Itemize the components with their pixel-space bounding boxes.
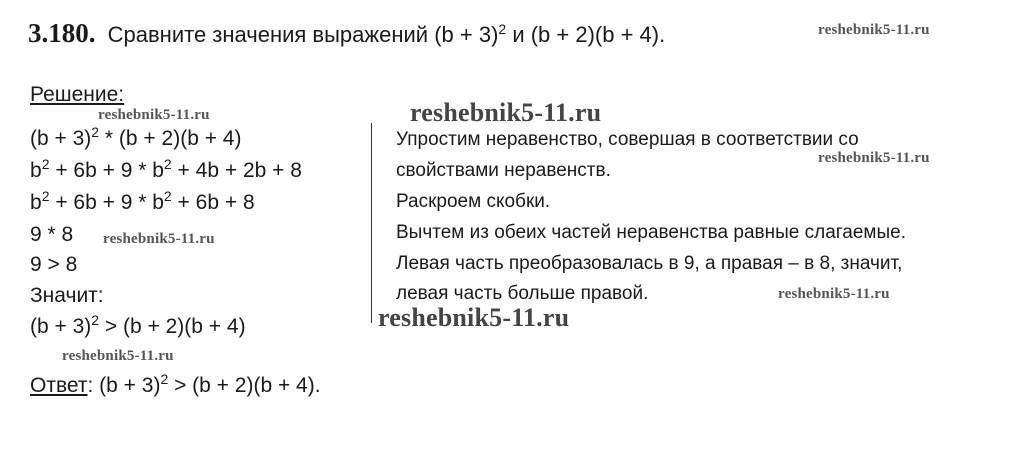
explanation-line-2: свойствами неравенств. xyxy=(396,160,611,181)
solution-line-6: Значит: xyxy=(30,284,104,307)
answer-text: : (b + 3) xyxy=(87,374,161,397)
solution-line-3 xyxy=(30,188,255,214)
watermark: reshebnik5-11.ru xyxy=(62,348,174,364)
explanation-line-1: Упростим неравенство, совершая в соответствии со xyxy=(396,129,859,150)
exponent: 2 xyxy=(163,156,172,172)
solution-line-1 xyxy=(30,124,242,150)
line-text: b xyxy=(30,191,42,214)
watermark: reshebnik5-11.ru xyxy=(410,98,602,127)
solution-line-4: 9 * 8 xyxy=(30,223,74,246)
problem-text: Сравните значения выражений (b + 3) xyxy=(107,22,499,47)
problem-statement xyxy=(28,18,665,49)
line-text: (b + 3) xyxy=(30,127,92,150)
line-text: + 4b + 2b + 8 xyxy=(171,159,302,182)
exponent: 2 xyxy=(160,371,169,387)
exponent: 2 xyxy=(163,188,172,204)
answer-text: > (b + 2)(b + 4). xyxy=(168,374,321,397)
solution-line-5: 9 > 8 xyxy=(30,253,78,276)
explanation-line-5: Левая часть преобразовалась в 9, а правая – в 8, значит, xyxy=(396,253,903,274)
explanation-line-6: левая часть больше правой. xyxy=(396,283,649,304)
watermark: reshebnik5-11.ru xyxy=(818,150,930,166)
watermark: reshebnik5-11.ru xyxy=(818,22,930,38)
exponent: 2 xyxy=(41,188,50,204)
column-divider xyxy=(371,123,372,323)
line-text: > (b + 2)(b + 4) xyxy=(99,315,246,338)
answer-label: Ответ xyxy=(30,374,88,397)
problem-exponent: 2 xyxy=(498,21,507,37)
solution-heading: Решение: xyxy=(30,83,125,106)
watermark: reshebnik5-11.ru xyxy=(778,286,890,302)
line-text: + 6b + 8 xyxy=(171,191,255,214)
line-text: (b + 3) xyxy=(30,315,92,338)
watermark: reshebnik5-11.ru xyxy=(378,303,570,332)
line-text: + 6b + 9 * b xyxy=(49,159,164,182)
explanation-line-4: Вычтем из обеих частей неравенства равные слагаемые. xyxy=(396,222,906,243)
solution-line-7 xyxy=(30,312,246,338)
line-text: b xyxy=(30,159,42,182)
exponent: 2 xyxy=(91,124,100,140)
line-text: + 6b + 9 * b xyxy=(49,191,164,214)
problem-number: 3.180. xyxy=(28,18,96,48)
solution-line-2 xyxy=(30,156,302,182)
line-text: * (b + 2)(b + 4) xyxy=(99,127,242,150)
watermark: reshebnik5-11.ru xyxy=(98,107,210,123)
explanation-line-3: Раскроем скобки. xyxy=(396,191,551,212)
exponent: 2 xyxy=(91,312,100,328)
problem-text-end: и (b + 2)(b + 4). xyxy=(506,22,666,47)
exponent: 2 xyxy=(41,156,50,172)
watermark: reshebnik5-11.ru xyxy=(103,231,215,247)
answer xyxy=(30,371,321,397)
